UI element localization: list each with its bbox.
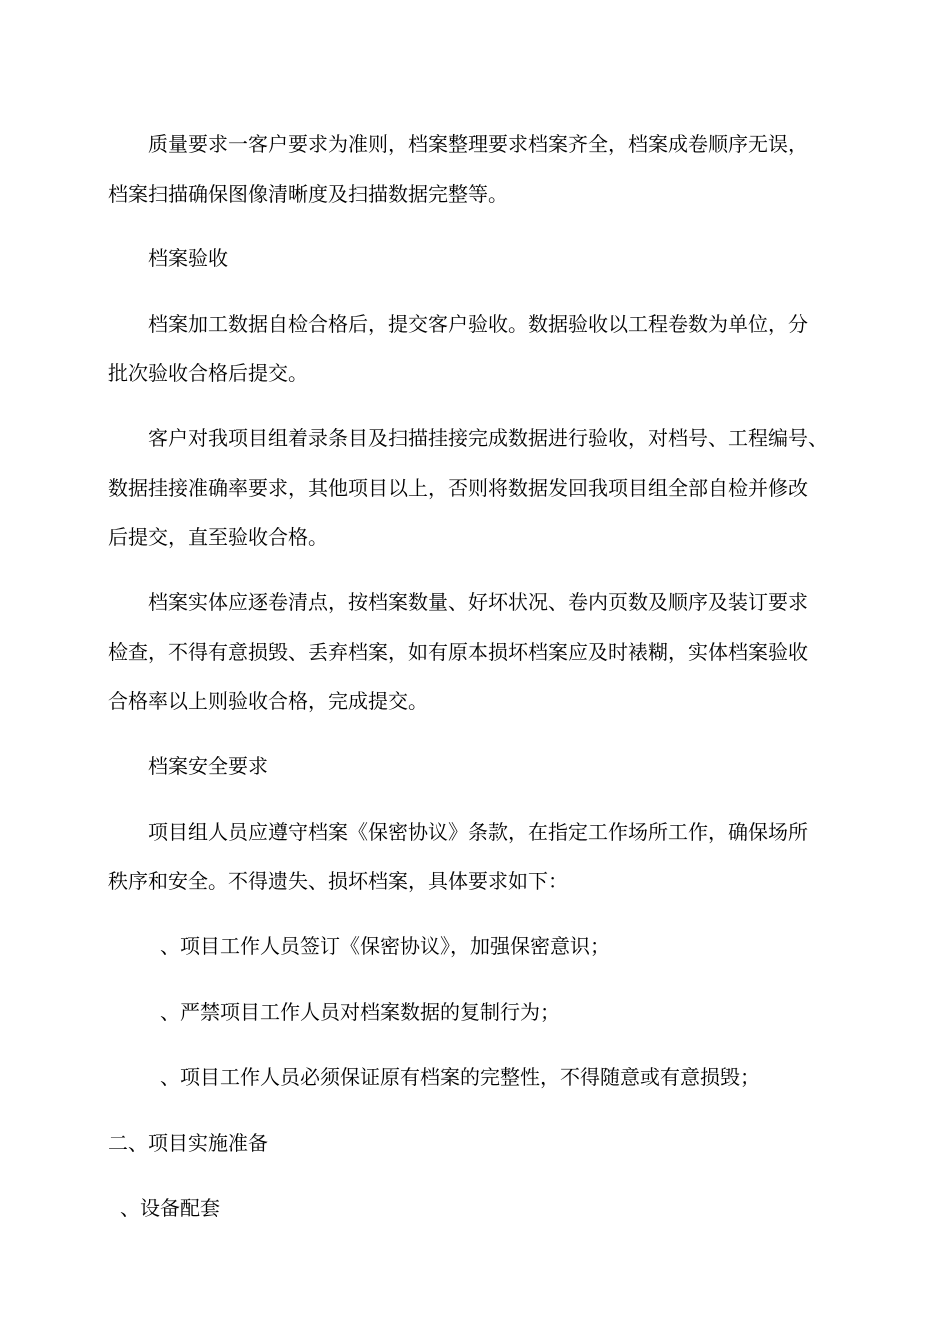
heading-security: 档案安全要求 <box>148 754 268 778</box>
subsection-heading: 、设备配套 <box>120 1196 220 1220</box>
physical-para-line-2: 检查，不得有意损毁、丢弃档案，如有原本损坏档案应及时裱糊，实体档案验收 <box>108 640 808 664</box>
heading-acceptance: 档案验收 <box>148 246 228 270</box>
security-para-line-2: 秩序和安全。不得遗失、损坏档案，具体要求如下： <box>108 869 568 893</box>
section-heading-2: 二、项目实施准备 <box>108 1131 268 1155</box>
list-item: 、严禁项目工作人员对档案数据的复制行为； <box>160 1000 560 1024</box>
list-item: 、项目工作人员签订《保密协议》，加强保密意识； <box>160 934 610 958</box>
client-para-line-2: 数据挂接准确率要求，其他项目以上，否则将数据发回我项目组全部自检并修改 <box>108 476 808 500</box>
physical-para-line-1: 档案实体应逐卷清点，按档案数量、好坏状况、卷内页数及顺序及装订要求 <box>148 590 808 614</box>
physical-para-line-3: 合格率以上则验收合格，完成提交。 <box>108 689 428 713</box>
acceptance-para-line-1: 档案加工数据自检合格后，提交客户验收。数据验收以工程卷数为单位，分 <box>148 312 808 336</box>
security-para-line-1: 项目组人员应遵守档案《保密协议》条款，在指定工作场所工作，确保场所 <box>148 820 808 844</box>
client-para-line-1: 客户对我项目组着录条目及扫描挂接完成数据进行验收，对档号、工程编号、 <box>148 426 828 450</box>
quality-para-line-1: 质量要求一客户要求为准则，档案整理要求档案齐全，档案成卷顺序无误， <box>148 132 808 156</box>
client-para-line-3: 后提交，直至验收合格。 <box>108 525 328 549</box>
quality-para-line-2: 档案扫描确保图像清晰度及扫描数据完整等。 <box>108 182 508 206</box>
list-item: 、项目工作人员必须保证原有档案的完整性，不得随意或有意损毁； <box>160 1065 760 1089</box>
acceptance-para-line-2: 批次验收合格后提交。 <box>108 361 308 385</box>
